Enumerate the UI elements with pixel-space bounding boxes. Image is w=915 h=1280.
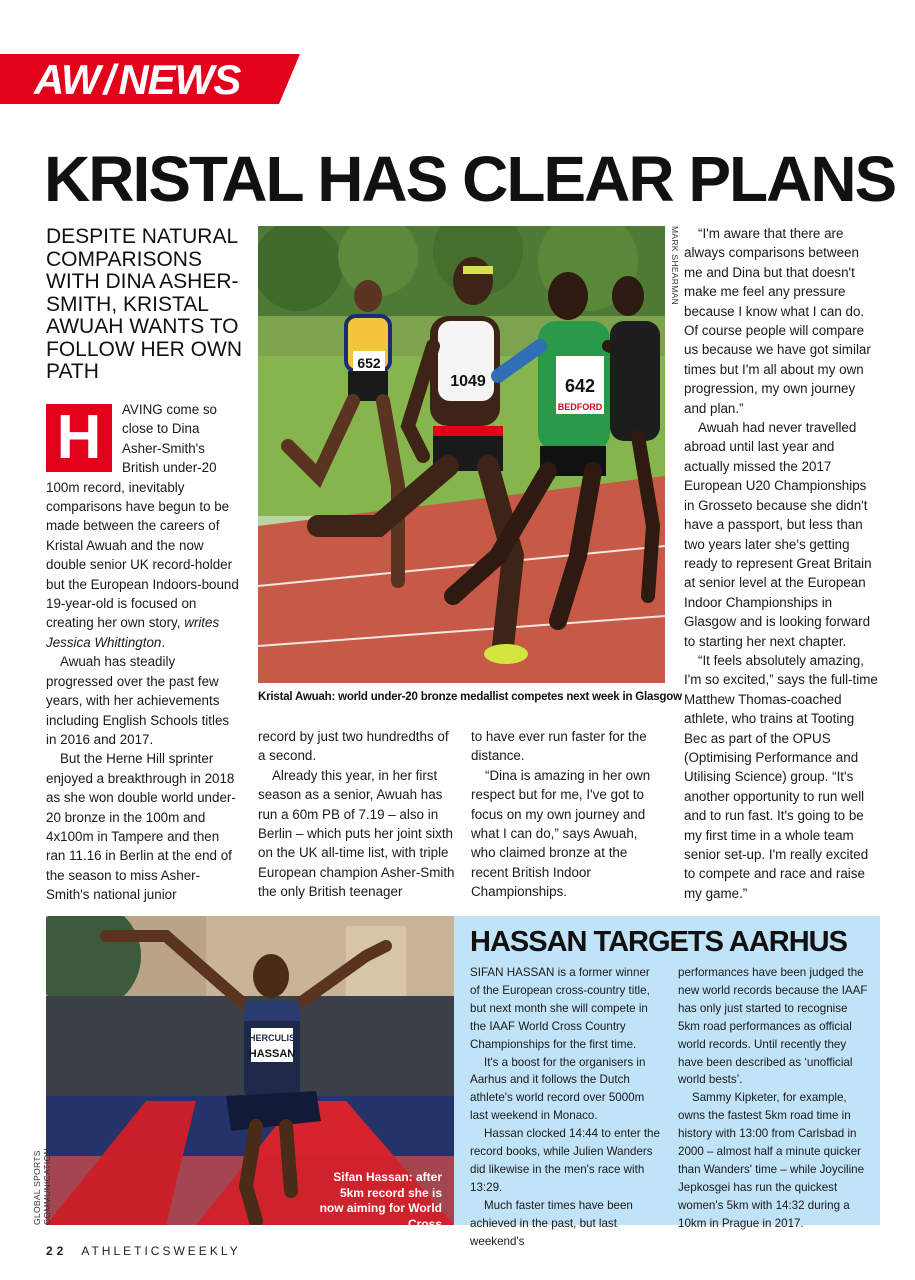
section-label-news: NEWS <box>118 56 241 103</box>
section-label-brand: AW <box>34 56 100 103</box>
photo-caption: Sifan Hassan: after 5km record she is now aiming for World Cross <box>319 1170 442 1231</box>
sidebar-title: HASSAN TARGETS AARHUS <box>470 926 847 958</box>
article-column-3 <box>471 727 661 902</box>
article-paragraph: record by just two hundredths of a second. <box>258 729 449 764</box>
bib-hassan: HASSAN <box>248 1048 296 1060</box>
photo-caption: Kristal Awuah: world under-20 bronze medallist competes next week in Glasgow <box>258 691 682 703</box>
byline: writes Jessica Whittington <box>46 615 220 650</box>
lead-text: AVING come so close to Dina Asher-Smith's British under-20 100m record, inevitably comparisons have begun to be made between the careers of Kristal Awuah and the now double senior UK record-holder but the European Indoors-bound 19-year-old is focused on creating her own story, <box>46 402 239 631</box>
section-label <box>34 56 240 104</box>
bib-652: 652 <box>357 355 381 371</box>
article-paragraph: “It feels absolutely amazing, I'm so excited,” says the full-time Matthew Thomas-coached athlete, who trains at Tooting Bec as part of the OPUS (Optimising Performance and Utilising Science) group. “It's another opportunity to run well and to run fast. It's going to be my first time in a whole team senior set-up. I'm really excited to compete and race and raise my game.” <box>684 652 878 901</box>
bib-642: 642 <box>564 376 596 396</box>
byline-end: . <box>161 634 166 650</box>
sidebar-paragraph: SIFAN HASSAN is a former winner of the European cross-country title, but next month she will compete in the IAAF World Cross Country Championships for the first time. <box>470 966 650 1051</box>
bib-herculis: HERCULIS <box>248 1033 296 1043</box>
article-paragraph: Awuah had never travelled abroad until last year and actually missed the 2017 European U20 Championships in Grosseto because she didn't have a passport, but less than two years later she's getting ready to represent Great Britain at senior level at the European Indoor Championships in Glasgow and is looking forward to starting her next chapter. <box>684 420 872 649</box>
sidebar-column-2 <box>678 964 868 1233</box>
photo-credit: MARK SHEARMAN <box>670 226 680 305</box>
drop-cap: H <box>46 404 112 472</box>
sprinters-image <box>258 226 665 683</box>
publication-name: ATHLETICSWEEKLY <box>81 1244 241 1258</box>
slash-divider: / <box>103 56 115 103</box>
article-paragraph: Already this year, in her first season as a senior, Awuah has run a 60m PB of 7.19 – also in Berlin – which puts her joint sixth on the UK all-time list, with triple European champion Asher-Smith the only British teenager <box>258 767 455 900</box>
race-photo <box>258 226 665 683</box>
standfirst: DESPITE NATURAL COMPARISONS WITH DINA ASHER-SMITH, KRISTAL AWUAH WANTS TO FOLLOW HER OWN PATH <box>46 225 243 383</box>
article-column-2 <box>258 727 455 902</box>
article-paragraph: But the Herne Hill sprinter enjoyed a breakthrough in 2018 as she won double world under-20 bronze in the 100m and 4x100m in Tampere and then ran 11.16 in Berlin at the end of the season to miss Asher-Smith's national junior <box>46 751 236 903</box>
sidebar-paragraph: Sammy Kipketer, for example, owns the fastest 5km road time in history with 13:00 from Carlsbad in 2000 – almost half a minute quicker than Wanders' time – while Joyciline Jepkosgei has run the quickest women's 5km with 14:32 during a 10km in Prague in 2017. <box>678 1091 865 1230</box>
bib-bedford: BEDFORD <box>557 402 603 412</box>
photo-credit: GLOBAL SPORTS COMMUNICATION <box>32 1148 52 1225</box>
sidebar-column-1 <box>470 964 660 1251</box>
bib-1049: 1049 <box>450 373 486 390</box>
article-paragraph: “Dina is amazing in her own respect but for me, I've got to focus on my own journey and what I can do,” says Awuah, who claimed bronze at the recent British Indoor Championships. <box>471 767 651 900</box>
sidebar-paragraph: performances have been judged the new world records because the IAAF has only just started to recognise 5km road performances as official world records. Until recently they have been described as ‘unofficial world bests’. <box>678 966 868 1087</box>
sidebar-paragraph: It's a boost for the organisers in Aarhus and it follows the Dutch athlete's world record over 5000m last weekend in Monaco. <box>470 1055 646 1123</box>
article-column-1 <box>46 400 240 905</box>
sidebar-paragraph: Hassan clocked 14:44 to enter the record books, while Julien Wanders did likewise in the men's race with 13:29. <box>470 1127 660 1194</box>
article-paragraph: to have ever run faster for the distance. <box>471 729 647 764</box>
page-number: 22 <box>46 1244 68 1258</box>
lead-paragraph <box>46 400 240 652</box>
page-footer <box>46 1244 241 1258</box>
article-column-4 <box>684 224 879 903</box>
article-paragraph: “I'm aware that there are always comparisons between me and Dina but that doesn't make me feel any pressure because I know what I can do. Of course people will compare us because we have got similar times but I'm all about my own progression, my own journey and plan.” <box>684 226 871 416</box>
article-paragraph: Awuah has steadily progressed over the past few years, with her achievements including English Schools titles in 2016 and 2017. <box>46 654 230 747</box>
headline: KRISTAL HAS CLEAR PLANS <box>44 143 896 215</box>
sidebar-story <box>454 916 880 1248</box>
sidebar-paragraph: Much faster times have been achieved in the past, but last weekend's <box>470 1198 633 1248</box>
